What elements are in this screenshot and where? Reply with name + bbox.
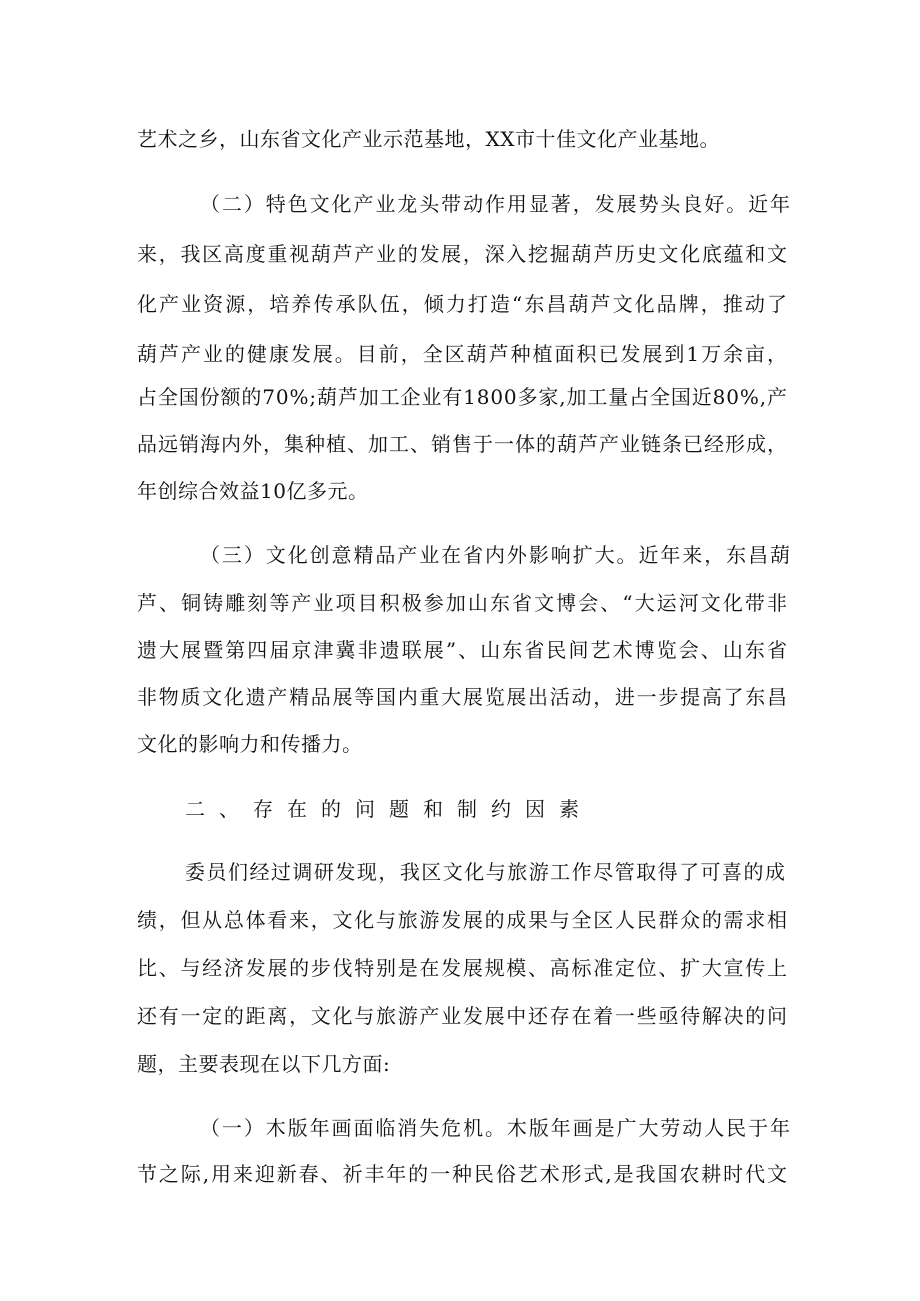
text-line: 化产业资源，培养传承队伍，倾力打造“东昌葫芦文化品牌，推动了: [137, 292, 790, 316]
section-heading: 二、存在的问题和制约因素: [185, 797, 593, 821]
text-line: 遗大展暨第四届京津冀非遗联展”、山东省民间艺术博览会、山东省: [137, 638, 790, 662]
text-line: 文化的影响力和传播力。: [137, 732, 363, 756]
text-line: 题，主要表现在以下几方面:: [137, 1052, 391, 1076]
paragraph-first-line: （三）文化创意精品产业在省内外影响扩大。近年来，东昌葫: [200, 543, 792, 567]
paragraph-first-line: 委员们经过调研发现，我区文化与旅游工作尽管取得了可喜的成: [185, 860, 787, 884]
text-line: 占全国份额的70%;葫芦加工企业有1800多家,加工量占全国近80%,产: [137, 385, 788, 409]
text-line: 比、与经济发展的步伐特别是在发展规模、高标准定位、扩大宣传上: [137, 956, 789, 980]
text-line: 来，我区高度重视葫芦产业的发展，深入挖掘葫芦历史文化底蕴和文: [137, 242, 789, 266]
paragraph-first-line: （二）特色文化产业龙头带动作用显著，发展势头良好。近年: [200, 192, 792, 216]
text-line: 艺术之乡，山东省文化产业示范基地，XX市十佳文化产业基地。: [137, 127, 720, 151]
text-line: 芦、铜铸雕刻等产业项目积极参加山东省文博会、“大运河文化带非: [137, 591, 790, 615]
text-line: 非物质文化遗产精品展等国内重大展览展出活动，进一步提高了东昌: [137, 685, 789, 709]
paragraph-first-line: （一）木版年画面临消失危机。木版年画是广大劳动人民于年: [200, 1116, 792, 1140]
text-line: 绩，但从总体看来，文化与旅游发展的成果与全区人民群众的需求相: [137, 908, 789, 932]
text-line: 葫芦产业的健康发展。目前，全区葫芦种植面积已发展到1万余亩，: [137, 342, 789, 366]
text-line: 节之际,用来迎新春、祈丰年的一种民俗艺术形式,是我国农耕时代文: [137, 1162, 789, 1186]
text-line: 品远销海内外，集种植、加工、销售于一体的葫芦产业链条已经形成，: [137, 432, 788, 456]
text-line: 还有一定的距离，文化与旅游产业发展中还存在着一些亟待解决的问: [137, 1004, 789, 1028]
text-line: 年创综合效益10亿多元。: [137, 479, 369, 503]
